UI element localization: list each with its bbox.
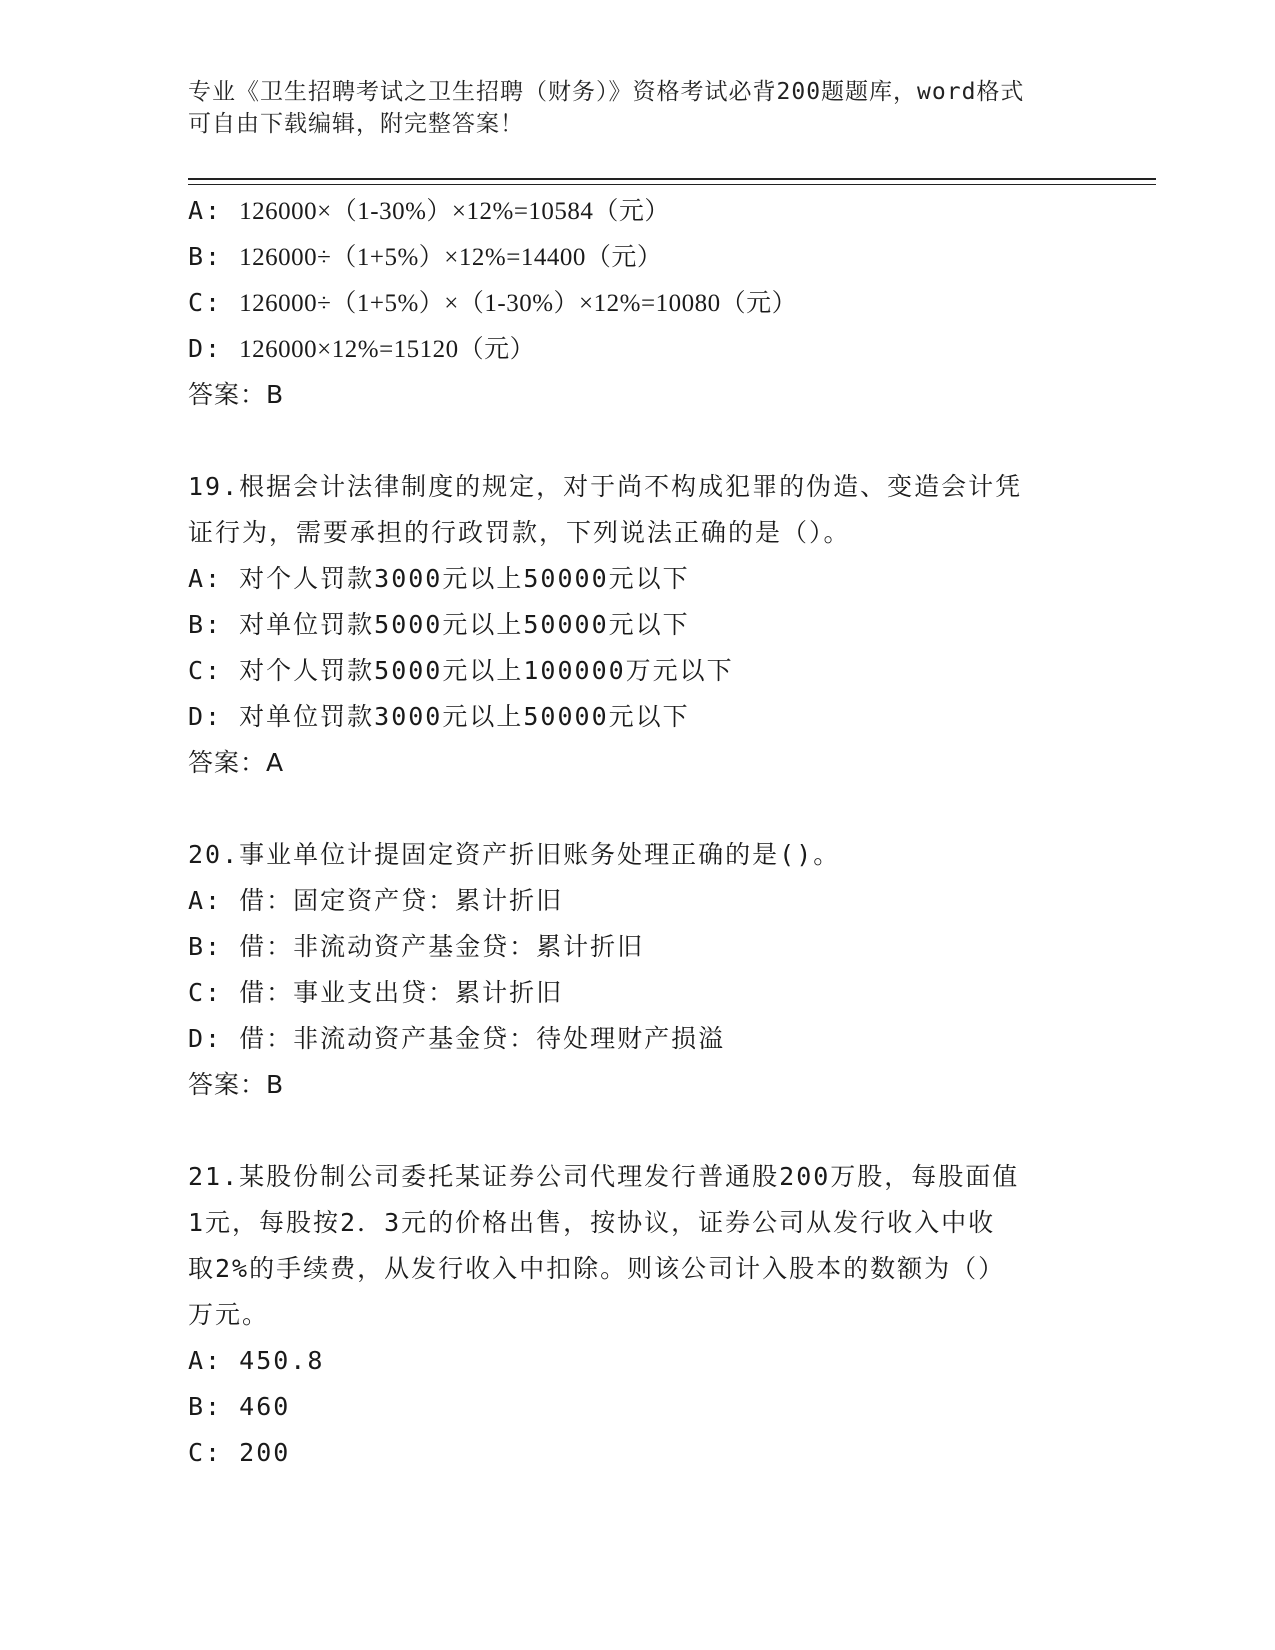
question-stem-line: 21.某股份制公司委托某证券公司代理发行普通股200万股，每股面值 — [188, 1162, 1020, 1191]
question-stem-line: 19.根据会计法律制度的规定，对于尚不构成犯罪的伪造、变造会计凭 — [188, 472, 1023, 501]
question-stem-line: 20.事业单位计提固定资产折旧账务处理正确的是()。 — [188, 840, 841, 869]
option-b: B: 126000÷（1+5%）×12%=14400（元） — [188, 242, 663, 271]
question-20 — [188, 832, 1088, 1108]
option-c: C: 对个人罚款5000元以上100000万元以下 — [188, 656, 734, 685]
answer-line: 答案：A — [188, 748, 285, 777]
question-19 — [188, 464, 1088, 786]
option-b: B: 460 — [188, 1392, 291, 1421]
question-21 — [188, 1154, 1088, 1476]
option-a: A: 对个人罚款3000元以上50000元以下 — [188, 564, 690, 593]
answer-line: 答案：B — [188, 380, 285, 409]
document-header — [188, 76, 1068, 140]
option-a: A: 借：固定资产贷：累计折旧 — [188, 886, 564, 915]
header-rule-thin — [188, 184, 1156, 185]
question-stem-line: 取2%的手续费，从发行收入中扣除。则该公司计入股本的数额为（） — [188, 1254, 1006, 1283]
spacer — [188, 418, 1088, 464]
spacer — [188, 786, 1088, 832]
option-b: B: 对单位罚款5000元以上50000元以下 — [188, 610, 690, 639]
spacer — [188, 1108, 1088, 1154]
option-d: D: 对单位罚款3000元以上50000元以下 — [188, 702, 690, 731]
question-18 — [188, 188, 1088, 418]
question-content — [188, 188, 1088, 1476]
option-d: D: 借：非流动资产基金贷：待处理财产损溢 — [188, 1024, 726, 1053]
answer-line: 答案：B — [188, 1070, 285, 1099]
option-a: A: 126000×（1-30%）×12%=10584（元） — [188, 196, 670, 225]
option-c: C: 126000÷（1+5%）×（1-30%）×12%=10080（元） — [188, 288, 798, 317]
header-title-line-1: 专业《卫生招聘考试之卫生招聘（财务）》资格考试必背200题题库，word格式 — [188, 79, 1025, 105]
option-c: C: 借：事业支出贷：累计折旧 — [188, 978, 564, 1007]
option-d: D: 126000×12%=15120（元） — [188, 334, 536, 363]
header-rule-thick — [188, 178, 1156, 180]
option-a: A: 450.8 — [188, 1346, 325, 1375]
option-b: B: 借：非流动资产基金贷：累计折旧 — [188, 932, 645, 961]
question-stem-line: 万元。 — [188, 1300, 270, 1329]
question-stem-line: 1元，每股按2．3元的价格出售，按协议，证券公司从发行收入中收 — [188, 1208, 996, 1237]
question-stem-line: 证行为，需要承担的行政罚款，下列说法正确的是（）。 — [188, 518, 851, 547]
header-title-line-2: 可自由下载编辑，附完整答案！ — [188, 111, 524, 137]
option-c: C: 200 — [188, 1438, 291, 1467]
